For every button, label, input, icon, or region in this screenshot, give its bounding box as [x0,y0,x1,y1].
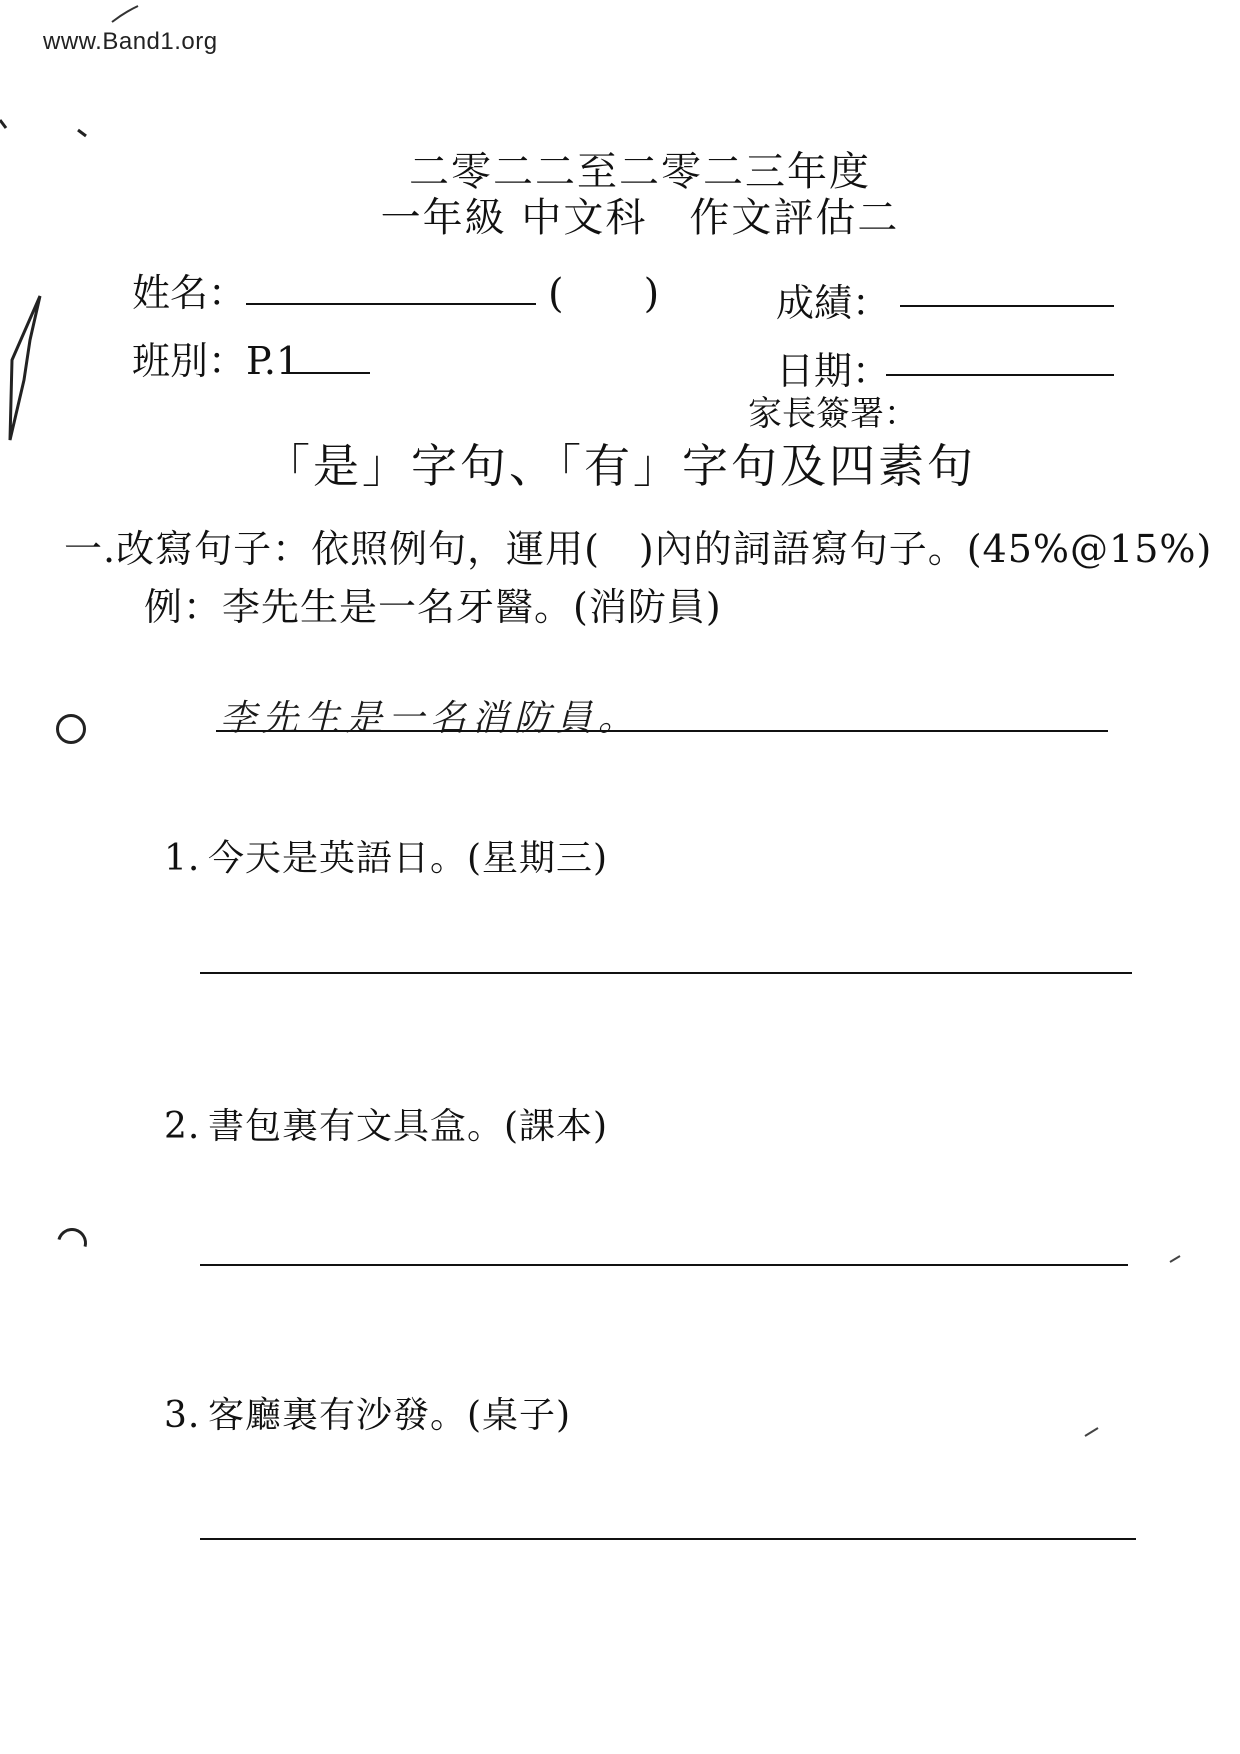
date-label: 日期： [776,349,891,393]
subject-title: 一年級 中文科 作文評估二 [380,195,900,241]
year-title: 二零二二至二零二三年度 [409,149,871,195]
section1-instruction: 一.改寫句子：依照例句，運用( )內的詞語寫句子。(45%@15%) [64,527,1213,571]
question-text: 書包裏有文具盒。(課本) [208,1106,609,1147]
class-number-paren: ( ) [548,271,660,317]
punch-hole-icon [56,714,86,744]
example-sentence: 例：李先生是一名牙醫。(消防員) [144,585,722,629]
answer-line-3[interactable] [200,1538,1136,1540]
name-label: 姓名： [132,271,247,315]
question-text: 今天是英語日。(星期三) [208,838,609,879]
class-label: 班別：P.1 [132,339,301,383]
parent-signature-label: 家長簽署： [748,394,918,434]
example-answer-line [216,730,1108,732]
date-field-line[interactable] [886,374,1114,376]
score-label: 成績： [776,281,891,325]
example-answer: 李先生是一名消防員。 [220,698,641,739]
question-1 [164,830,608,881]
question-number: 3. [164,1395,201,1436]
answer-line-2[interactable] [200,1264,1128,1266]
question-text: 客廳裏有沙發。(桌子) [208,1395,572,1436]
question-2 [164,1098,608,1149]
worksheet-subtitle: 「是」字句、「有」字句及四素句 [264,439,976,493]
punch-hole-icon [52,1223,93,1264]
question-number: 2. [164,1106,201,1147]
question-number: 1. [164,838,201,879]
question-3 [164,1387,571,1438]
score-field-line[interactable] [900,305,1114,307]
answer-line-1[interactable] [200,972,1132,974]
class-field-line[interactable] [294,372,370,374]
name-field-line[interactable] [246,303,536,305]
watermark: www.Band1.org [43,28,218,55]
